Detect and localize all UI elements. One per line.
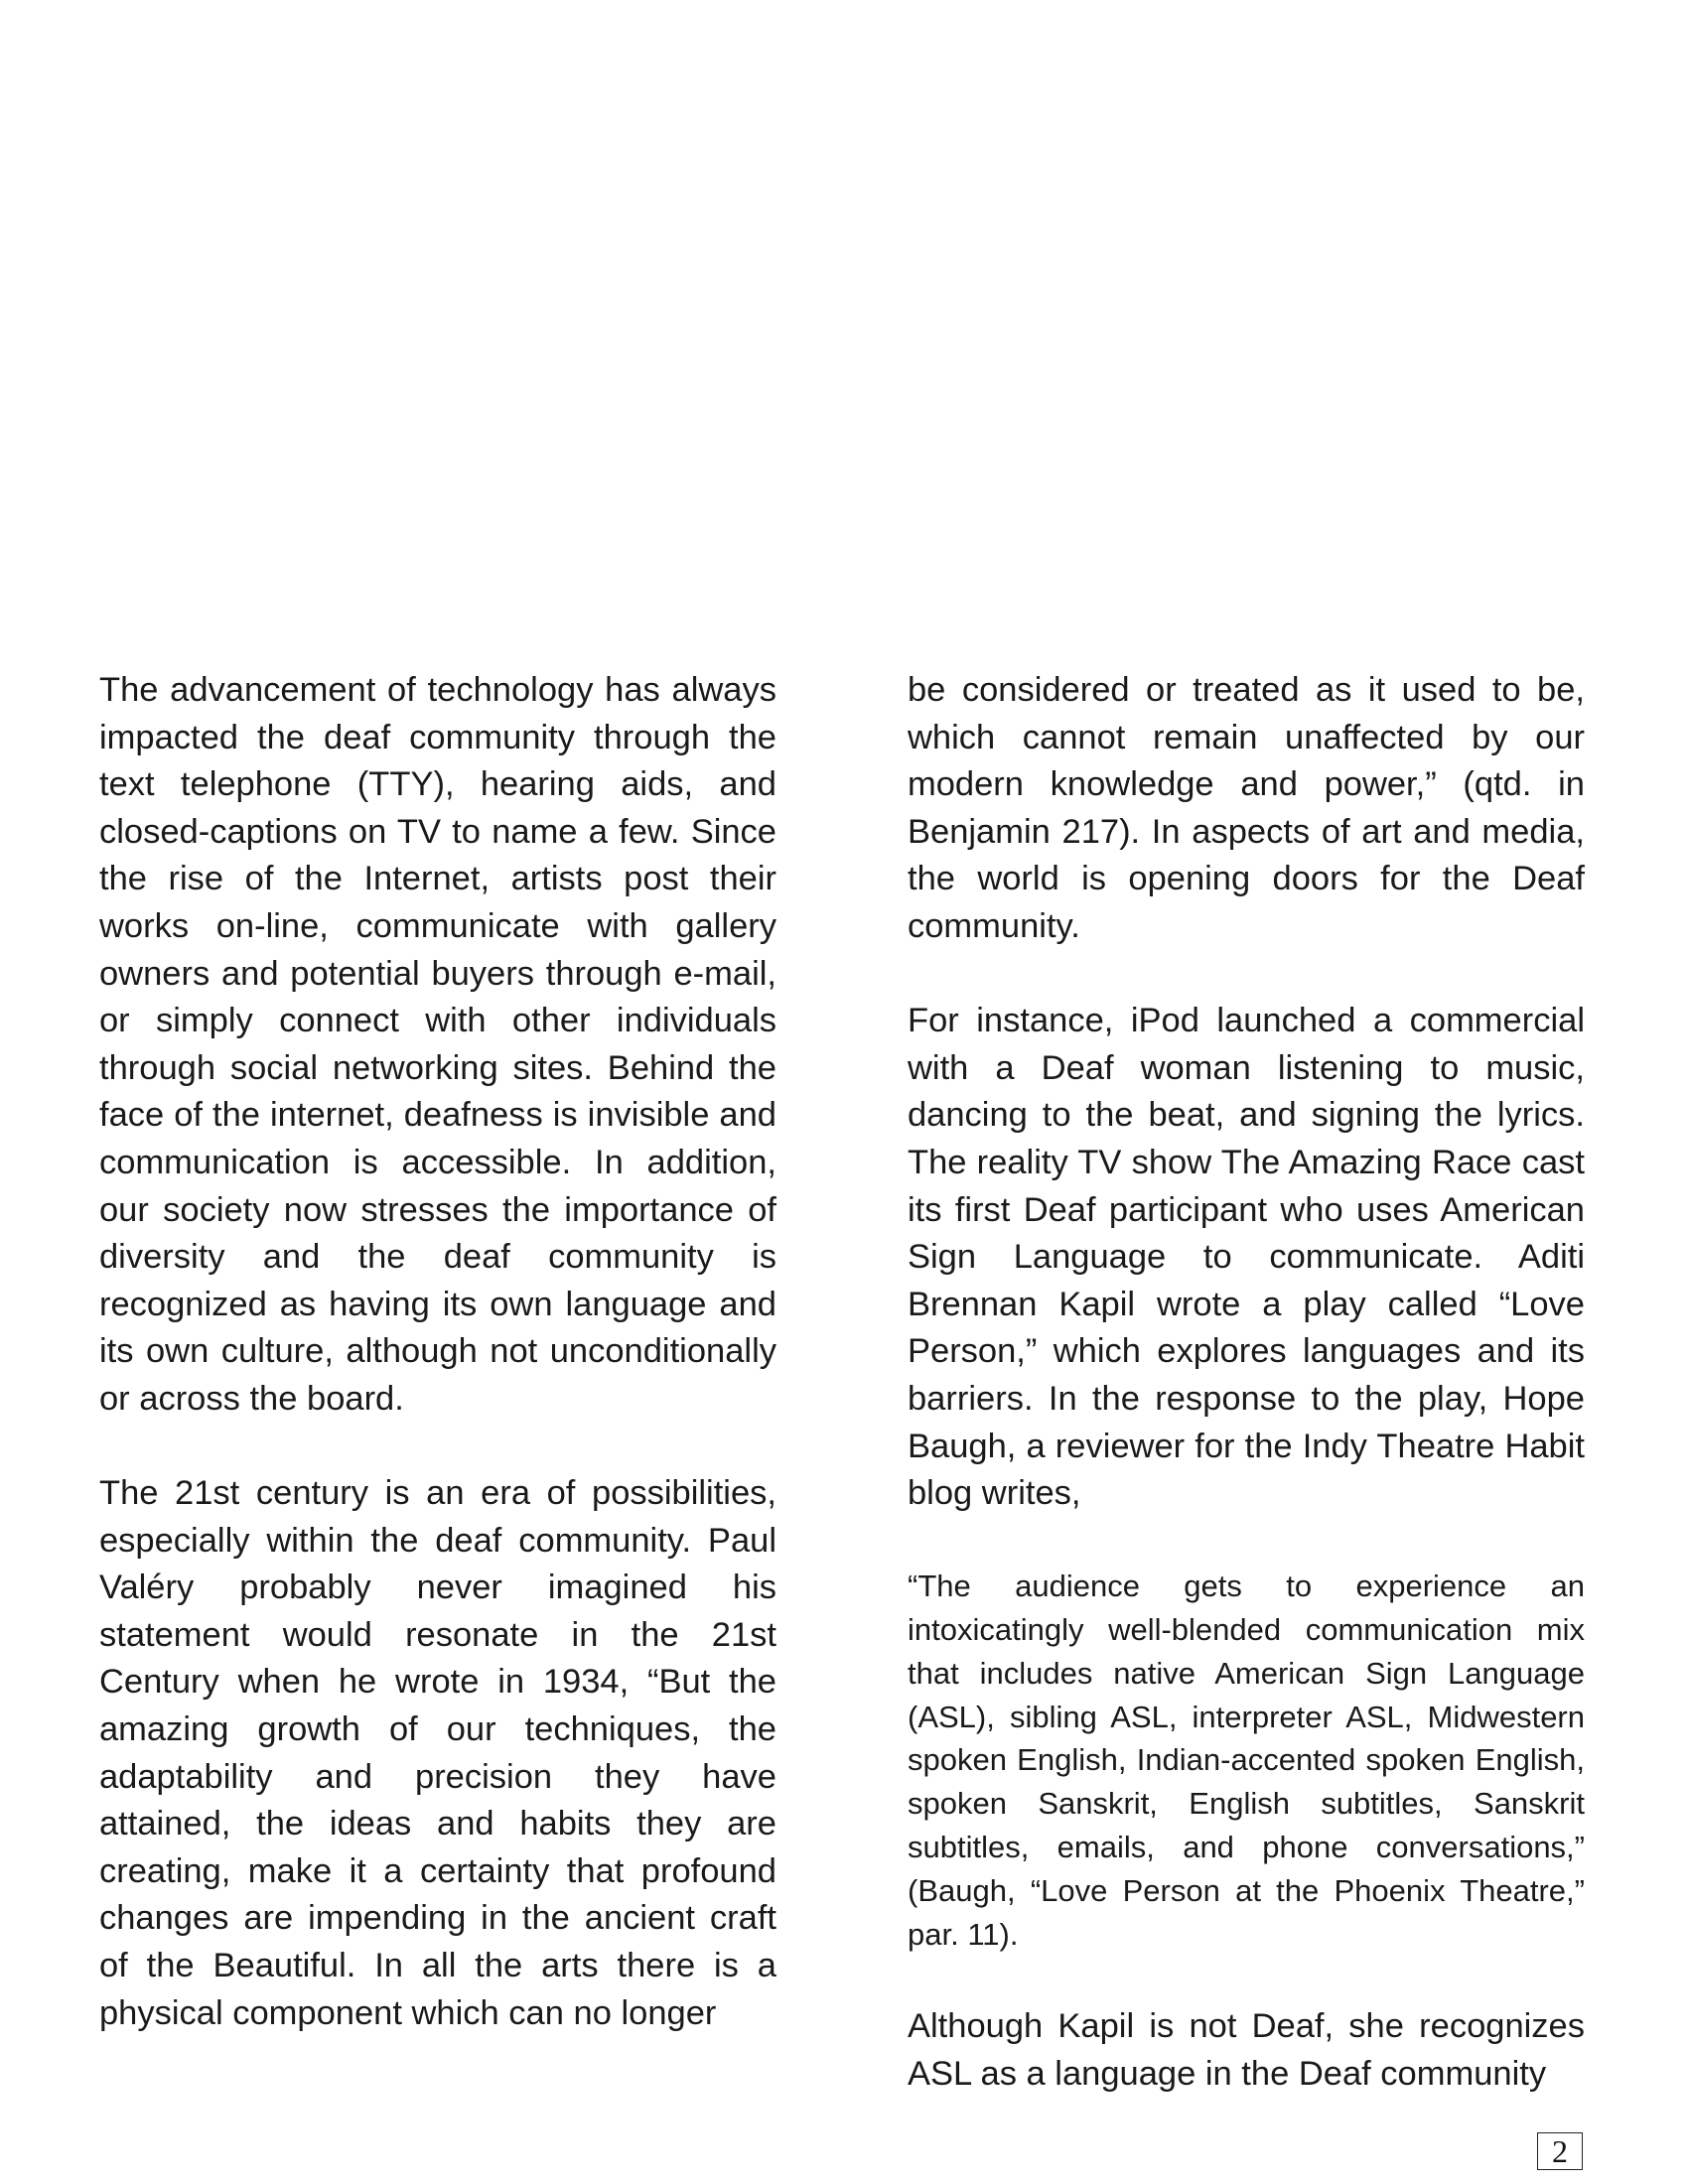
body-paragraph-technology: The advancement of technology has always impacted the deaf community through the text telephone (TTY), hearing aids, and closed-captions on TV to name a few. Since the rise of the Internet, artists post their works on-line, communicate with gallery owners and potential buyers through e-mail, or simply connect with other individuals through social networking sites. Behind the face of the internet, deafness is invisible and communication is accessible. In addition, our society now stresses the importance of diversity and the deaf community is recognized as having its own language and its own culture, although not unconditionally or across the board. (99, 671, 776, 1418)
body-paragraph-kapil: Although Kapil is not Deaf, she recognizes ASL as a language in the Deaf community (908, 2007, 1585, 2093)
body-paragraph-continuation: be considered or treated as it used to be, which cannot remain unaffected by our modern knowledge and power,” (qtd. in Benjamin 217). In aspects of art and media, the world is opening doors for the Deaf community. (908, 671, 1585, 945)
block-quote: “The audience gets to experience an intoxicatingly well-blended communication mix that includes native American Sign Language (ASL), sibling ASL, interpreter ASL, Midwestern spoken English, Indian-accented spoken English, spoken Sanskrit, English subtitles, Sanskrit subtitles, emails, and phone conversations,” (Baugh, “Love Person at the Phoenix Theatre,” par. 11). (908, 1569, 1585, 1952)
right-column (908, 667, 1585, 2145)
left-column (99, 667, 776, 2085)
body-paragraph-examples: For instance, iPod launched a commercial with a Deaf woman listening to music, dancing to the beat, and signing the lyrics. The reality TV show The Amazing Race cast its first Deaf participant who uses American Sign Language to communicate. Aditi Brennan Kapil wrote a play called “Love Person,” which explores languages and its barriers. In the response to the play, Hope Baugh, a reviewer for the Indy Theatre Habit blog writes, (908, 1002, 1585, 1513)
body-paragraph-21st-century: The 21st century is an era of possibilities, especially within the deaf community. Paul Valéry probably never imagined his statement would resonate in the 21st Century when he wrote in 1934, “But the amazing growth of our techniques, the adaptability and precision they have attained, the ideas and habits they are creating, make it a certainty that profound changes are impending in the ancient craft of the Beautiful. In all the arts there is a physical component which can no longer (99, 1474, 776, 2032)
page-number: 2 (1537, 2132, 1583, 2170)
